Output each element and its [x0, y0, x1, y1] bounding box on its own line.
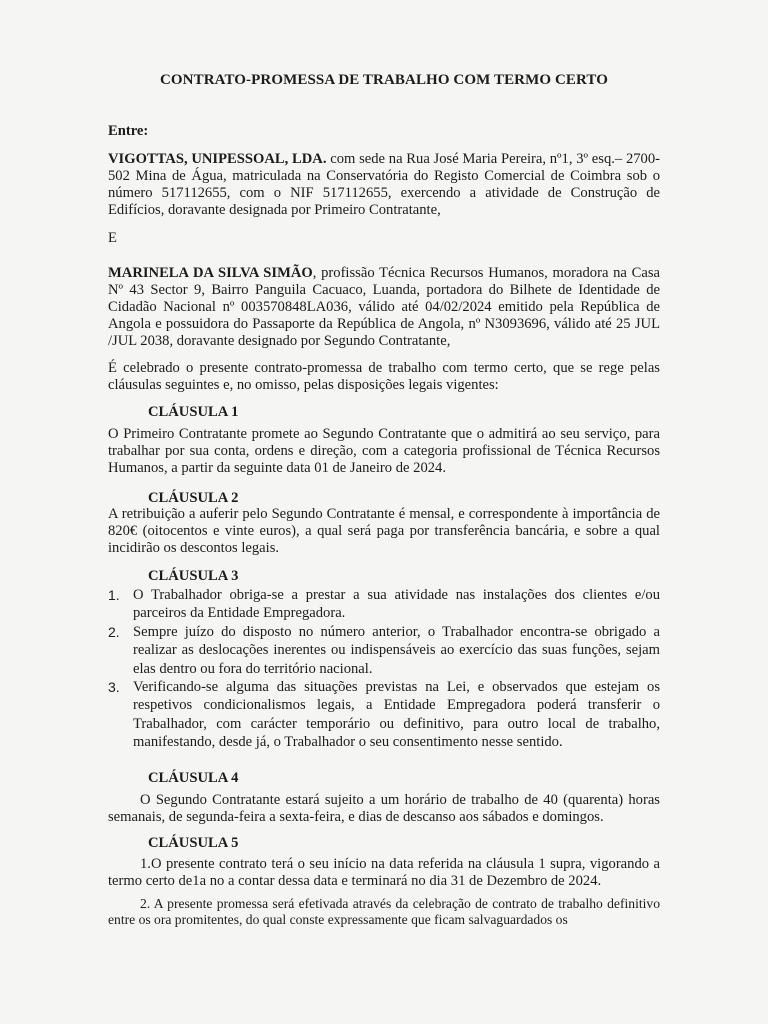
separator-e: E [108, 230, 117, 246]
clausula2-heading: CLÁUSULA 2 [148, 490, 239, 506]
list-item-number: 3. [108, 679, 120, 696]
party2-name: MARINELA DA SILVA SIMÃO [108, 265, 313, 281]
entre-label: Entre: [108, 123, 149, 139]
list-item-text: Verificando-se alguma das situações previstas na Lei, e observados que estejam os respetivos condicionalismos legais, a Entidade Empregadora poderá transferir o Trabalhador, com carácter temporário ou definitivo, para outro local de trabalho, manifestando, desde já, o Trabalhador o seu consentimento nesse sentido. [133, 679, 660, 751]
party2-text: , profissão Técnica Recursos Humanos, moradora na Casa Nº 43 Sector 9, Bairro Panguila Cacuaco, Luanda, portadora do Bilhete de Identidade de Cidadão Nacional nº 003570848LA036, válido até 04/02/2024 emitido pela República de Angola e possuidora do Passaporte da República de Angola, nº N3093696, válido até 25 JUL /JUL 2038, doravante designado por Segundo Contratante, [108, 265, 660, 349]
document-title: CONTRATO-PROMESSA DE TRABALHO COM TERMO CERTO [159, 72, 609, 88]
party1-paragraph [108, 151, 660, 219]
list-item [108, 586, 660, 623]
clausula5-para1: 1.O presente contrato terá o seu início na data referida na cláusula 1 supra, vigorando a termo certo de1a no a contar dessa data e terminará no dia 31 de Dezembro de 2024. [108, 856, 660, 889]
clausula4-text: O Segundo Contratante estará sujeito a um horário de trabalho de 40 (quarenta) horas semanais, de segunda-feira a sexta-feira, e dias de descanso aos sábados e domingos. [108, 792, 660, 825]
clausula1-heading: CLÁUSULA 1 [148, 404, 239, 420]
list-item-number: 1. [108, 587, 120, 603]
clausula1-text: O Primeiro Contratante promete ao Segundo Contratante que o admitirá ao seu serviço, para trabalhar por sua conta, ordens e direção, com a categoria profissional de Técnica Recursos Humanos, a partir da seguinte data 01 de Janeiro de 2024. [108, 426, 660, 476]
list-item [108, 623, 660, 678]
clausula5-para2: 2. A presente promessa será efetivada através da celebração de contrato de trabalho definitivo entre os ora promitentes, do qual conste expressamente que ficam salvaguardados os [108, 896, 660, 927]
clausula3-list [108, 586, 660, 752]
clausula3-heading: CLÁUSULA 3 [148, 568, 239, 584]
clausula5-heading: CLÁUSULA 5 [148, 835, 239, 851]
list-item-text: Sempre juízo do disposto no número anterior, o Trabalhador encontra-se obrigado a realizar as deslocações inerentes ou indispensáveis ao exercício das suas funções, sejam elas dentro ou fora do território nacional. [133, 623, 660, 677]
intro-paragraph: É celebrado o presente contrato-promessa de trabalho com termo certo, que se rege pelas cláusulas seguintes e, no omisso, pelas disposições legais vigentes: [108, 360, 660, 393]
party2-paragraph [108, 265, 660, 350]
party1-name: VIGOTTAS, UNIPESSOAL, LDA. [108, 151, 327, 167]
clausula2-text: A retribuição a auferir pelo Segundo Contratante é mensal, e correspondente à importância de 820€ (oitocentos e vinte euros), a qual será paga por transferência bancária, e sobre a qual incidirão os descontos legais. [108, 506, 660, 556]
list-item [108, 678, 660, 752]
clausula4-heading: CLÁUSULA 4 [148, 770, 239, 786]
party1-text: com sede na Rua José Maria Pereira, nº1, 3º esq.– 2700-502 Mina de Água, matriculada na Conservatória do Registo Comercial de Coimbra sob o número 517112655, com o NIF 517112655, exercendo a atividade de Construção de Edifícios, doravante designada por Primeiro Contratante, [108, 151, 660, 218]
list-item-number: 2. [108, 623, 120, 640]
list-item-text: O Trabalhador obriga-se a prestar a sua atividade nas instalações dos clientes e/ou parceiros da Entidade Empregadora. [133, 587, 660, 622]
